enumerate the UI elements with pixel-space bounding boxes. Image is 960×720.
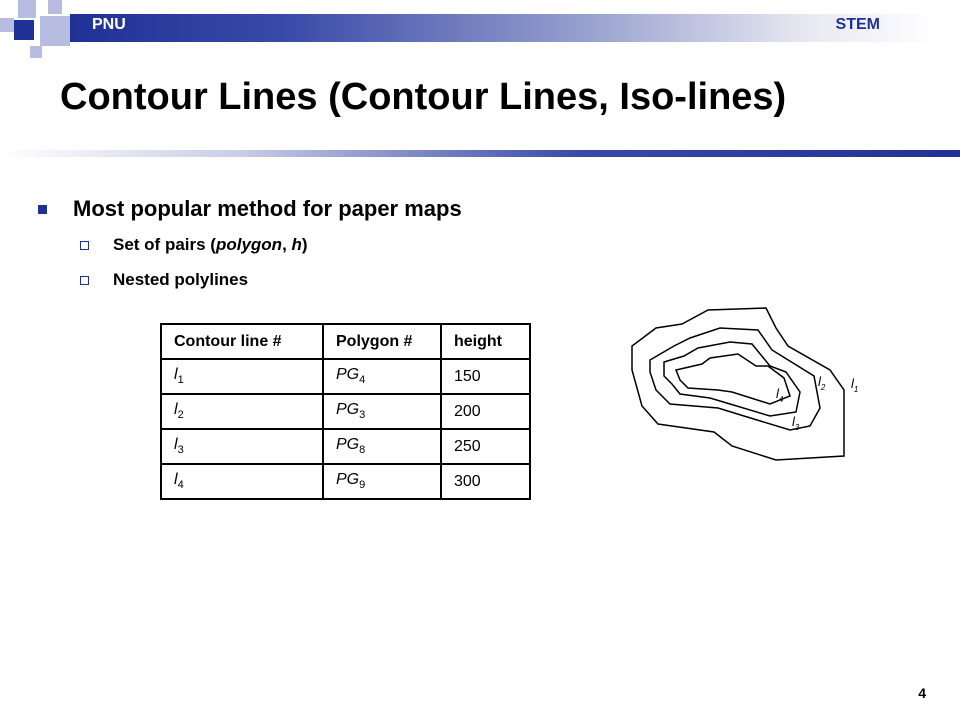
- label-subscript: 1: [853, 385, 859, 394]
- header-left-label: PNU: [92, 16, 126, 33]
- polygon-cell: [323, 429, 441, 464]
- polygon-cell: [323, 359, 441, 394]
- table-row: [161, 359, 530, 394]
- contour-table: [160, 323, 531, 500]
- hollow-square-bullet-icon: [80, 276, 89, 285]
- cell-text: l: [174, 366, 178, 384]
- table-row: [161, 394, 530, 429]
- cell-subscript: 9: [359, 479, 366, 492]
- column-header: Polygon #: [323, 324, 441, 359]
- cell-text: l: [174, 401, 178, 419]
- polygon-cell: [323, 394, 441, 429]
- cell-subscript: 2: [177, 409, 184, 422]
- header-bar: [70, 14, 940, 42]
- table-row: [161, 464, 530, 499]
- sub-bullet-text: [113, 235, 308, 255]
- sub-bullet-text-part: ,: [282, 235, 292, 254]
- column-header: Contour line #: [161, 324, 323, 359]
- title-divider: [0, 150, 960, 157]
- table-row: [161, 429, 530, 464]
- contour-label-l2: [818, 374, 826, 392]
- cell-subscript: 4: [359, 374, 366, 387]
- label-subscript: 3: [794, 423, 800, 432]
- label-letter: l: [851, 376, 854, 391]
- cell-subscript: 4: [177, 479, 184, 492]
- sub-bullet-text-italic: polygon: [215, 235, 283, 254]
- label-letter: l: [818, 374, 821, 389]
- sub-bullet-text-part: ): [301, 235, 308, 254]
- square-decoration: [48, 0, 62, 14]
- table-header-row: [161, 324, 530, 359]
- cell-text: PG: [336, 436, 360, 454]
- polygon-cell: [323, 464, 441, 499]
- header-right-label: STEM: [835, 16, 880, 33]
- square-decoration: [0, 18, 14, 32]
- sub-bullet-text-italic: h: [291, 235, 302, 254]
- square-decoration: [18, 0, 36, 18]
- hollow-square-bullet-icon: [80, 241, 89, 250]
- sub-bullet-text: Nested polylines: [113, 270, 249, 289]
- cell-text: PG: [336, 401, 360, 419]
- cell-subscript: 8: [359, 444, 366, 457]
- cell-text: l: [174, 471, 178, 489]
- contour-line-cell: [161, 429, 323, 464]
- height-cell: 300: [441, 464, 530, 499]
- label-letter: l: [776, 386, 779, 401]
- decorative-squares: [0, 0, 80, 70]
- square-decoration: [14, 20, 34, 40]
- label-subscript: 2: [820, 383, 826, 392]
- column-header: height: [441, 324, 530, 359]
- square-bullet-icon: [38, 205, 47, 214]
- contour-line-l1: [632, 308, 844, 460]
- slide-title: Contour Lines (Contour Lines, Iso-lines): [60, 76, 787, 118]
- cell-text: PG: [336, 471, 360, 489]
- height-cell: 200: [441, 394, 530, 429]
- contour-line-cell: [161, 394, 323, 429]
- cell-subscript: 3: [177, 444, 184, 457]
- main-bullet: [38, 196, 462, 222]
- contour-line-cell: [161, 359, 323, 394]
- main-bullet-text: Most popular method for paper maps: [73, 196, 462, 221]
- sub-bullet-text-part: Set of pairs (: [113, 235, 216, 254]
- contour-line-cell: [161, 464, 323, 499]
- height-cell: 250: [441, 429, 530, 464]
- square-decoration: [30, 46, 42, 58]
- contour-label-l1: [851, 376, 858, 394]
- label-subscript: 4: [778, 395, 784, 404]
- page-number: 4: [918, 685, 926, 701]
- height-cell: 150: [441, 359, 530, 394]
- sub-bullet-nested: [80, 270, 248, 290]
- cell-subscript: 1: [177, 374, 184, 387]
- cell-subscript: 3: [359, 409, 366, 422]
- sub-bullet-pairs: [80, 235, 308, 255]
- contour-lines-diagram: [620, 300, 870, 470]
- label-letter: l: [792, 414, 795, 429]
- square-decoration: [40, 16, 70, 46]
- cell-text: PG: [336, 366, 360, 384]
- cell-text: l: [174, 436, 178, 454]
